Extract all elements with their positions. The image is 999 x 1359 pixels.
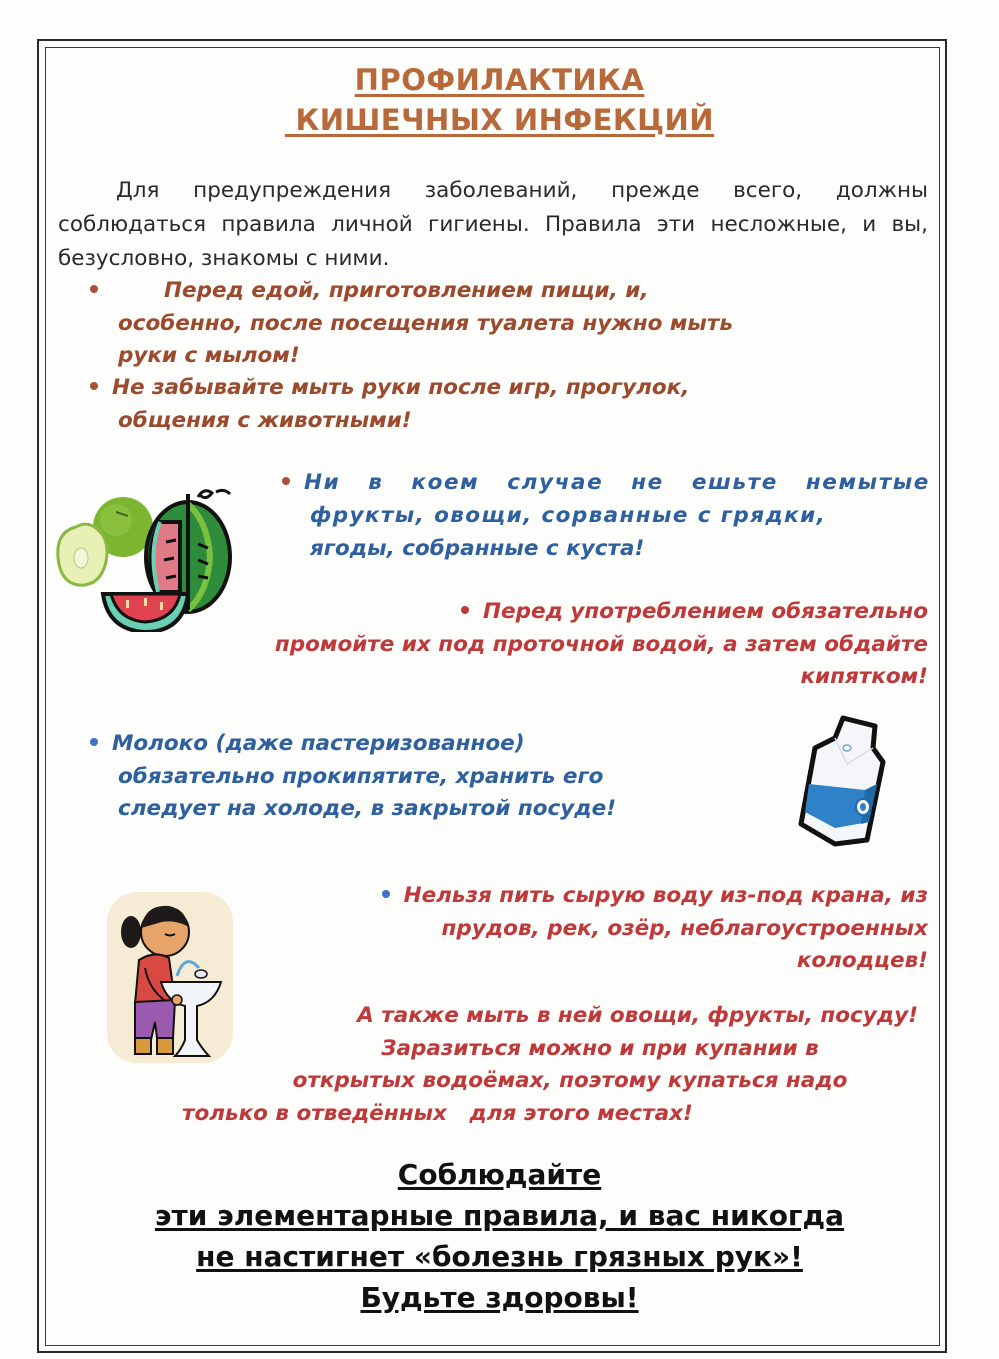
bullet-line: особенно, после посещения туалета нужно мыть <box>118 310 733 336</box>
water-note-line: Заразиться можно и при купании в <box>381 1035 819 1061</box>
footer-line-3 <box>0 1236 999 1277</box>
bullet-dot <box>90 382 98 390</box>
bullet-after-play <box>90 372 910 437</box>
milk-carton-icon <box>795 712 895 847</box>
bullet-raw-water <box>240 880 928 978</box>
water-note-line: А также мыть в ней овощи, фрукты, посуду! <box>357 1003 918 1028</box>
bullet-line: ягоды, собранные с куста! <box>310 535 645 561</box>
bullet-dot <box>90 738 98 746</box>
bullet-line: Не забывайте мыть руки после игр, прогулок, <box>112 375 690 400</box>
page-title-line-1 <box>0 60 999 100</box>
footer-line-4 <box>0 1277 999 1318</box>
bullet-line: следует на холоде, в закрытой посуде! <box>118 796 617 821</box>
title-text-1: ПРОФИЛАКТИКА <box>354 63 645 97</box>
bullet-line: Перед употреблением обязательно <box>483 599 928 624</box>
page-title-line-2 <box>0 100 999 140</box>
bullet-line: общения с животными! <box>118 407 412 433</box>
bullet-dot <box>90 285 98 293</box>
bullet-line: фрукты, овощи, сорванные с грядки, <box>310 503 827 528</box>
footer-line-1 <box>0 1154 999 1195</box>
footer-text: Соблюдайте <box>397 1158 602 1191</box>
water-note-line: открытых водоёмах, поэтому купаться надо <box>292 1068 848 1093</box>
bullet-rinse-boil <box>100 596 928 694</box>
bullet-dot <box>461 606 469 614</box>
intro-text: Для предупреждения заболеваний, прежде всего, должны соблюдаться правила личной гигиены. Правила эти несложные, и вы, безусловно, знакомы с ними. <box>58 178 928 271</box>
bullet-line: Нельзя пить сырую воду из-под крана, из <box>403 883 928 908</box>
title-text-2: КИШЕЧНЫХ ИНФЕКЦИЙ <box>284 103 715 137</box>
bullet-unwashed-fruits <box>282 467 930 500</box>
bullet-unwashed-fruits-cont <box>310 500 930 565</box>
bullet-dot <box>382 890 390 898</box>
bullet-dot <box>282 477 290 485</box>
bullet-line: Молоко (даже пастеризованное) <box>112 731 525 756</box>
footer-text: эти элементарные правила, и вас никогда <box>154 1199 845 1232</box>
bullet-line: колодцев! <box>796 948 928 973</box>
footer-line-2 <box>0 1195 999 1236</box>
water-note-line: только в отведённых для этого местах! <box>182 1100 693 1126</box>
water-note <box>170 1000 950 1130</box>
bullet-line: Перед едой, приготовлением пищи, и, <box>164 278 649 303</box>
bullet-line: промойте их под проточной водой, а затем обдайте <box>274 631 928 657</box>
bullet-line: руки с мылом! <box>118 343 300 368</box>
bullet-line: прудов, рек, озёр, неблагоустроенных <box>441 915 928 941</box>
bullet-hand-washing <box>90 275 910 373</box>
bullet-milk <box>90 728 770 826</box>
footer-text: не настигнет «болезнь грязных рук»! <box>196 1240 803 1273</box>
bullet-line: обязательно прокипятите, хранить его <box>118 763 604 789</box>
bullet-line: Ни в коем случае не ешьте немытые <box>304 470 930 495</box>
bullet-line: кипятком! <box>800 664 928 689</box>
intro-paragraph <box>58 174 928 276</box>
footer-text: Будьте здоровы! <box>360 1281 639 1314</box>
